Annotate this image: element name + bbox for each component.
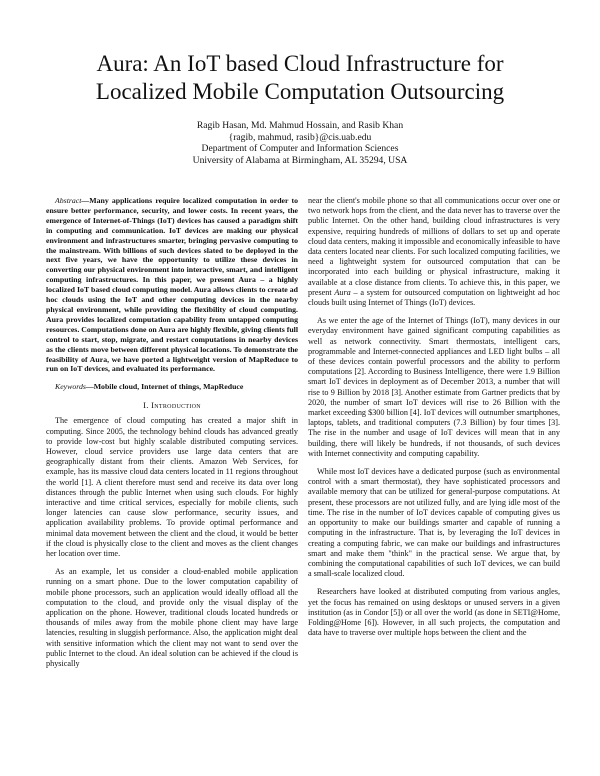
abstract-label: Abstract	[55, 196, 82, 205]
title-line-1: Aura: An IoT based Cloud Infrastructure for	[96, 51, 504, 76]
index-terms	[46, 382, 298, 392]
intro-paragraph-1: The emergence of cloud computing has created a major shift in computing. Since 2005, the technology behind clouds has advanced greatly to provide low-cost but highly scalable distributed computing services. However, cloud service providers use large data centers that are geographically distant from their clients. Amazon Web Services, for example, has its massive cloud data centers located in 11 regions throughout the world [1]. A client therefore must send and receive its data over long distances through the public Internet when using such clouds. For highly interactive and time critical services, especially for mobile clients, such longer latencies can cause slow performance, security issues, and application availability problems. To provide optimal performance and minimal data movement between the client and the cloud, it would be better if the cloud is physically close to the client and moves as the client changes her location over time.	[46, 416, 298, 559]
left-column	[46, 196, 298, 677]
intro-paragraph-2: As an example, let us consider a cloud-enabled mobile application running on a smart phone. Due to the lower computation capability of mobile phone processors, such an application would ideally offload all the computation to the cloud, and provide only the visual display of the application on the phone. However, traditional clouds located hundreds or thousands of miles away from the mobile phone client may have large latencies, resulting in sluggish performance. Also, the application might deal with sensitive information which the client may not want to send over the public Internet to the cloud. An ideal solution can be achieved if the cloud is physically	[46, 567, 298, 669]
paragraph-text: – a system for outsourced computation on lightweight ad hoc clouds built using Internet of Things (IoT) devices.	[308, 287, 560, 308]
keywords-label: Keywords	[55, 382, 86, 392]
author-block	[0, 120, 600, 166]
intro-paragraph-4: As we enter the age of the Internet of Things (IoT), many devices in our everyday environment have gained significant computing capabilities as well as network connectivity. Smart thermostats, intelligent cars, programmable and Internet-connected appliances and LED light bulbs – all of these devices contain powerful processors and the ability to perform computations [2]. According to Business Intelligence, there were 1.9 Billion smart IoT devices in deployment as of December 2013, a number that will rise to 9 Billion by 2018 [3]. Another estimate from Gartner predicts that by 2020, the number of smart IoT devices will rise to 26 Billion with the market exceeding $300 billion [4]. IoT devices will outnumber smartphones, laptops, tablets, and traditional computers (7.3 Billion) by four times [3]. The rise in the number and usage of IoT devices will mean that in any building, there will likely be hundreds, if not thousands, of such devices with Internet connectivity and computing capability.	[308, 316, 560, 458]
abstract	[46, 196, 298, 374]
keywords-text: —Mobile cloud, Internet of things, MapReduce	[85, 382, 244, 392]
author-emails: {ragib, mahmud, rasib}@cis.uab.edu	[228, 131, 372, 143]
author-names: Ragib Hasan, Md. Mahmud Hossain, and Rasib Khan	[196, 120, 404, 131]
intro-paragraph-5: While most IoT devices have a dedicated purpose (such as environmental control with a smart thermostat), they have sophisticated processors and available memory that can be utilized for general-purpose computations. At present, these processors are not utilized fully, and are lying idle most of the time. The rise in the number of IoT devices capable of computing gives us an opportunity to make our buildings smarter and capable of running a computing in the infrastructure. That is, by leveraging the IoT devices in creating a computing fabric, we can make our buildings and infrastructures smart and make them "think" in the practical sense. We argue that, by combining the computational capabilities of such IoT devices, we can build a small-scale localized cloud.	[308, 467, 560, 579]
right-column	[308, 196, 560, 646]
author-department: Department of Computer and Information Sciences	[201, 143, 399, 155]
section-heading-introduction: I. Introduction	[143, 400, 201, 411]
abstract-text: —Many applications require localized computation in order to ensure better performance, security, and lower costs. In recent years, the emergence of Internet-of-Things (IoT) devices has caused a paradigm shift in computing and communication. IoT devices are making our physical environment and infrastructures smarter, bringing pervasive computing to the mainstream. With billions of such devices slated to be deployed in the next five years, we have the opportunity to utilize these devices in converting our physical environment into interactive, smart, and intelligent computing infrastructures. In this paper, we present Aura – a highly localized IoT based cloud computing model. Aura allows clients to create ad hoc clouds using the IoT and other computing devices in the nearby physical environment, while providing the flexibility of cloud computing. Aura provides localized computation capability from untapped computing resources. Computations done on Aura are highly flexible, giving clients full control to start, stop, migrate, and restart computations in nearby devices as the clients move between different physical locations. To demonstrate the feasibility of Aura, we have ported a lightweight version of MapReduce to run on IoT devices, and evaluated its performance.	[46, 196, 298, 374]
author-university: University of Alabama at Birmingham, AL 35294, USA	[192, 154, 408, 166]
paragraph-text: near the client's mobile phone so that all communications occur over one or two network hops from the client, and the data never has to traverse over the public Internet. On the other hand, building cloud infrastructures is very expensive, requiring hundreds of millions of dollars to set up and operate cloud data centers, making it impossible and economically infeasible to have data centers located near clients. For such localized computing facilities, we need a lightweight system for outsourced computation that can be incorporated into each building or physical infrastructure, making it available at a close distance from clients. To achieve this, in this paper, we present	[308, 196, 560, 297]
title-line-2: Localized Mobile Computation Outsourcing	[95, 79, 505, 104]
paper-title	[40, 50, 560, 106]
aura-emphasis: Aura	[334, 287, 351, 297]
intro-paragraph-6: Researchers have looked at distributed computing from various angles, yet the focus has remained on using desktops or unused servers in a given institution (as in Condor [5]) or all over the world (as done in SETI@Home, Folding@Home [6]). However, in all such projects, the computation and data have to traverse over multiple hops between the client and the	[308, 587, 560, 638]
intro-paragraph-3	[308, 196, 560, 308]
